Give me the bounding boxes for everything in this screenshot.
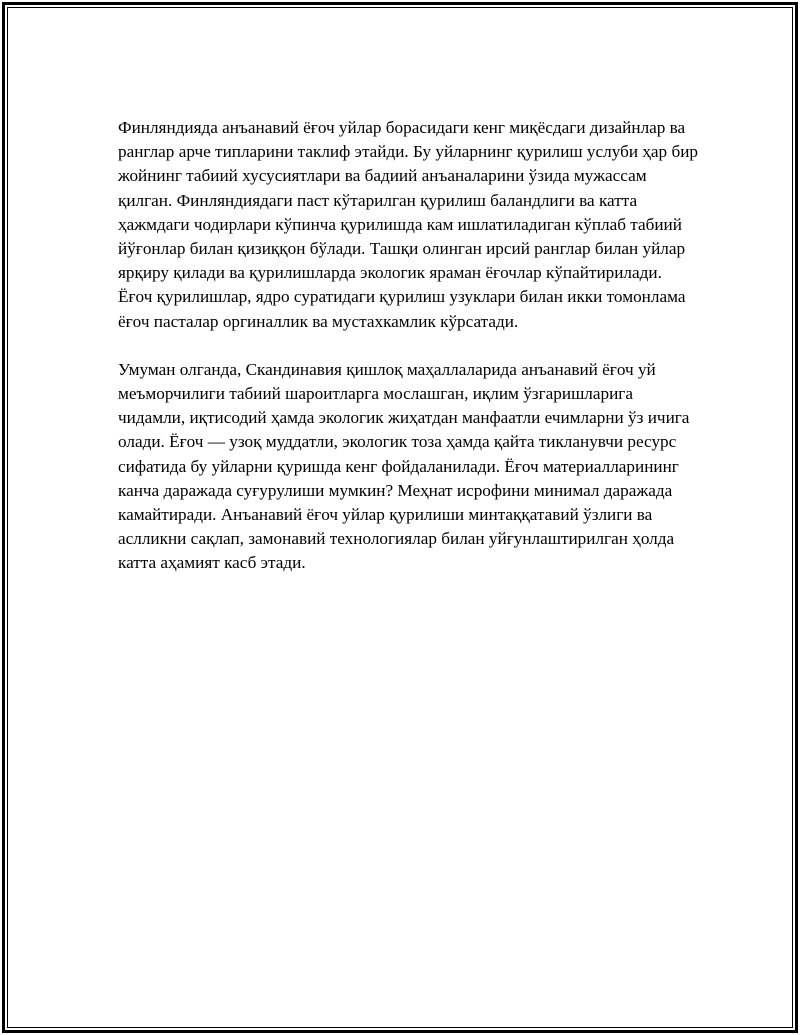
paragraph-1: Финляндияда анъанавий ёғоч уйлар борасидаги кенг миқёсдаги дизайнлар ва ранглар арче типларини таклиф этайди. Бу уйларнинг қурилиш услуби ҳар бир жойнинг табиий хусусиятлари ва бадиий анъаналарини ўзида мужассам қилган. Финляндиядаги паст кўтарилган қурилиш баландлиги ва катта ҳажмдаги чодирлари кўпинча қурилишда кам ишлатиладиган кўплаб табиий йўғонлар билан қизиққон бўлади. Ташқи олинган ирсий ранглар билан уйлар ярқиру қилади ва қурилишларда экологик яраман ёғочлар кўпайтирилади. Ёғоч қурилишлар, ядро суратидаги қурилиш узуклари билан икки томонлама ёғоч пасталар оргиналлик ва мустахкамлик кўрсатади. <box>118 118 698 331</box>
document-body <box>118 116 698 600</box>
paragraph-2: Умуман олганда, Скандинавия қишлоқ маҳаллаларида анъанавий ёғоч уй меъморчилиги табиий шароитларга мослашган, иқлим ўзгаришларига чидамли, иқтисодий ҳамда экологик жиҳатдан манфаатли ечимларни ўз ичига олади. Ёғоч — узоқ муддатли, экологик тоза ҳамда қайта тикланувчи ресурс сифатида бу уйларни қуришда кенг фойдаланилади. Ёғоч материалларининг канча даражада суғурулиши мумкин? Меҳнат исрофини минимал даражада камайтиради. Анъанавий ёғоч уйлар қурилиши минтаққатавий ўзлиги ва аслликни сақлап, замонавий технологиялар билан уйғунлаштирилган ҳолда катта аҳамият касб этади. <box>118 359 690 573</box>
